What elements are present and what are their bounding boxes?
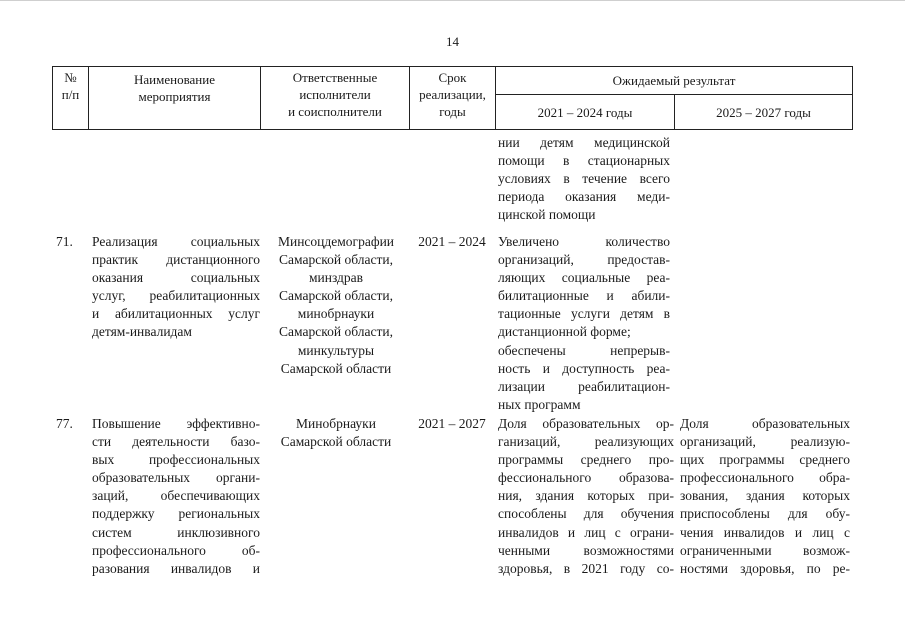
row-71-term: 2021 – 2024 xyxy=(418,234,486,249)
header-col-responsible: Ответственные исполнители и соисполнители xyxy=(261,67,410,130)
row-77-result-2025-2027: Доля образовательных организаций, реализую- щих программы среднего профессионального обра- зования, здания которых приспособлены для обу- чения инвалидов и лиц с ограниченными возмож- ностями здоровья, по ре- xyxy=(680,416,850,576)
header-col-name: Наименование мероприятия xyxy=(89,67,261,130)
page-number: 14 xyxy=(446,34,459,49)
header-col-term: Срок реализации, годы xyxy=(410,67,496,130)
header-col-result-2021-2024: 2021 – 2024 годы xyxy=(496,95,675,130)
row-71-result-2021-2024: Увеличено количество организаций, предостав- ляющих социальные реа- билитационные и абили- тационные услуги детям в дистанционной форме; обеспечены непрерыв- ность и доступность реа- лизации реабилитацион- ных программ xyxy=(498,234,670,412)
continuation-result-text: нии детям медицинской помощи в стационарных условиях в течение всего периода оказания меди- цинской помощи xyxy=(498,135,670,223)
row-71-number: 71. xyxy=(56,234,73,249)
row-77-name: Повышение эффективно- сти деятельности базо- вых профессиональных образовательных органи- заций, обеспечивающих поддержку региональных систем инклюзивного профессионального об- разования инвалидов и xyxy=(92,416,260,576)
row-77-number: 77. xyxy=(56,416,73,431)
row-71-name: Реализация социальных практик дистанционного оказания социальных услуг, реабилитационных и абилитационных услуг детям-инвалидам xyxy=(92,234,260,340)
row-77-term: 2021 – 2027 xyxy=(418,416,486,431)
header-col-number: № п/п xyxy=(53,67,89,130)
row-77-responsible: Минобрнауки Самарской области xyxy=(280,416,392,450)
row-71-responsible: Минсоцдемографии Самарской области, минздрав Самарской области, минобрнауки Самарской области, минкультуры Самарской области xyxy=(277,234,395,376)
header-col-expected-result: Ожидаемый результат xyxy=(496,67,853,95)
table-header xyxy=(52,66,853,130)
top-edge-rule xyxy=(0,0,905,1)
header-col-result-2025-2027: 2025 – 2027 годы xyxy=(675,95,853,130)
row-77-result-2021-2024: Доля образовательных ор- ганизаций, реализующих программы среднего про- фессионального образова- ния, здания которых при- способлены для обучения инвалидов и лиц с ограни- ченными возможностями здоровья, в 2021 году со- xyxy=(498,416,674,576)
